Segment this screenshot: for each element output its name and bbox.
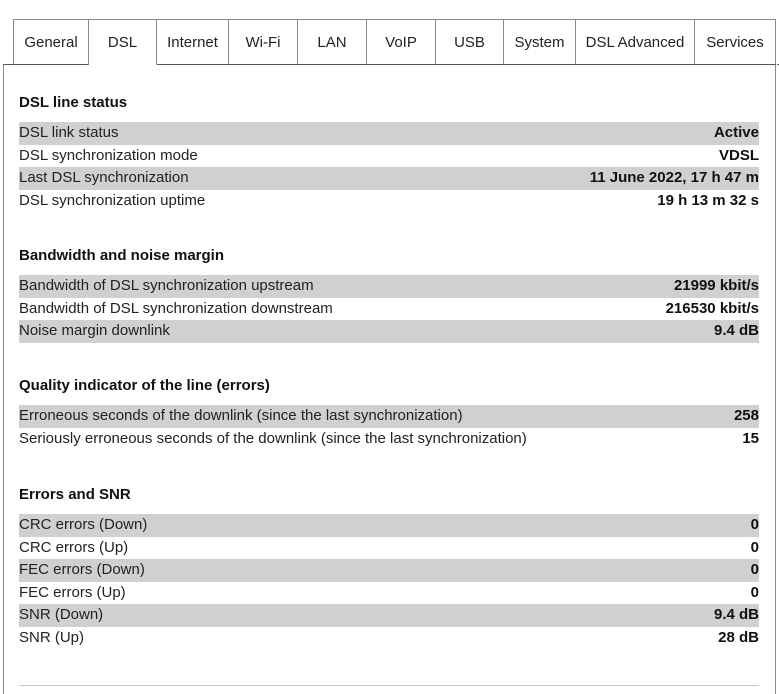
row-label: CRC errors (Up) bbox=[19, 538, 129, 556]
row-value: 216530 kbit/s bbox=[665, 299, 759, 317]
section-title: Bandwidth and noise margin bbox=[19, 247, 225, 264]
table-row bbox=[19, 582, 759, 605]
table-row bbox=[19, 627, 759, 650]
tab-wifi[interactable]: Wi-Fi bbox=[229, 19, 298, 65]
row-label: Noise margin downlink bbox=[19, 322, 170, 339]
table-row bbox=[19, 604, 759, 627]
bottom-divider bbox=[19, 685, 759, 686]
table-row bbox=[19, 145, 759, 168]
row-value: 11 June 2022, 17 h 47 m bbox=[589, 169, 759, 186]
table-row bbox=[19, 537, 759, 560]
tab-general[interactable]: General bbox=[13, 19, 89, 65]
bandwidth-table bbox=[19, 275, 759, 343]
row-value: 9.4 dB bbox=[713, 322, 759, 339]
table-row bbox=[19, 275, 759, 298]
row-label: DSL synchronization mode bbox=[19, 146, 198, 164]
tab-bar bbox=[0, 19, 779, 65]
section-title: DSL line status bbox=[19, 94, 128, 111]
table-row bbox=[19, 514, 759, 537]
row-value: 19 h 13 m 32 s bbox=[657, 191, 759, 209]
row-label: SNR (Up) bbox=[19, 628, 85, 646]
section-quality bbox=[19, 375, 759, 450]
row-label: Bandwidth of DSL synchronization downstream bbox=[19, 299, 333, 317]
row-value: 9.4 dB bbox=[713, 606, 759, 623]
row-label: Seriously erroneous seconds of the downlink (since the last synchronization) bbox=[19, 429, 527, 447]
tab-system[interactable]: System bbox=[504, 19, 576, 65]
tab-lan[interactable]: LAN bbox=[298, 19, 367, 65]
row-label: Bandwidth of DSL synchronization upstream bbox=[19, 277, 314, 294]
status-table bbox=[19, 122, 759, 212]
quality-table bbox=[19, 405, 759, 450]
tab-internet[interactable]: Internet bbox=[157, 19, 229, 65]
errors-table bbox=[19, 514, 759, 649]
row-label: DSL link status bbox=[19, 124, 119, 141]
row-value: 0 bbox=[750, 516, 759, 533]
table-row bbox=[19, 559, 759, 582]
tabs bbox=[13, 19, 776, 65]
row-label: CRC errors (Down) bbox=[19, 516, 148, 533]
row-value: VDSL bbox=[718, 146, 759, 164]
table-row bbox=[19, 428, 759, 451]
row-label: Last DSL synchronization bbox=[19, 169, 189, 186]
table-row bbox=[19, 320, 759, 343]
row-value: 258 bbox=[733, 407, 759, 424]
tab-usb[interactable]: USB bbox=[436, 19, 504, 65]
section-title: Errors and SNR bbox=[19, 486, 131, 503]
table-row bbox=[19, 122, 759, 145]
row-value: 15 bbox=[742, 429, 759, 447]
row-value: 28 dB bbox=[718, 628, 759, 646]
row-label: SNR (Down) bbox=[19, 606, 104, 623]
section-errors-snr bbox=[19, 484, 759, 649]
row-label: Erroneous seconds of the downlink (since the last synchronization) bbox=[19, 407, 463, 424]
table-row bbox=[19, 190, 759, 213]
table-row bbox=[19, 298, 759, 321]
tab-voip[interactable]: VoIP bbox=[367, 19, 436, 65]
section-bandwidth bbox=[19, 245, 759, 343]
tab-content bbox=[3, 65, 776, 694]
table-row bbox=[19, 405, 759, 428]
section-line-status bbox=[19, 92, 759, 212]
row-label: FEC errors (Up) bbox=[19, 583, 126, 601]
tab-services[interactable]: Services bbox=[695, 19, 776, 65]
row-value: 0 bbox=[750, 538, 759, 556]
table-row bbox=[19, 167, 759, 190]
row-value: Active bbox=[713, 124, 759, 141]
tab-dsl[interactable]: DSL bbox=[89, 19, 157, 65]
tab-dsl-advanced[interactable]: DSL Advanced bbox=[576, 19, 695, 65]
row-value: 0 bbox=[750, 583, 759, 601]
row-label: DSL synchronization uptime bbox=[19, 191, 206, 209]
row-value: 21999 kbit/s bbox=[673, 277, 759, 294]
section-title: Quality indicator of the line (errors) bbox=[19, 377, 270, 394]
row-label: FEC errors (Down) bbox=[19, 561, 145, 578]
row-value: 0 bbox=[750, 561, 759, 578]
